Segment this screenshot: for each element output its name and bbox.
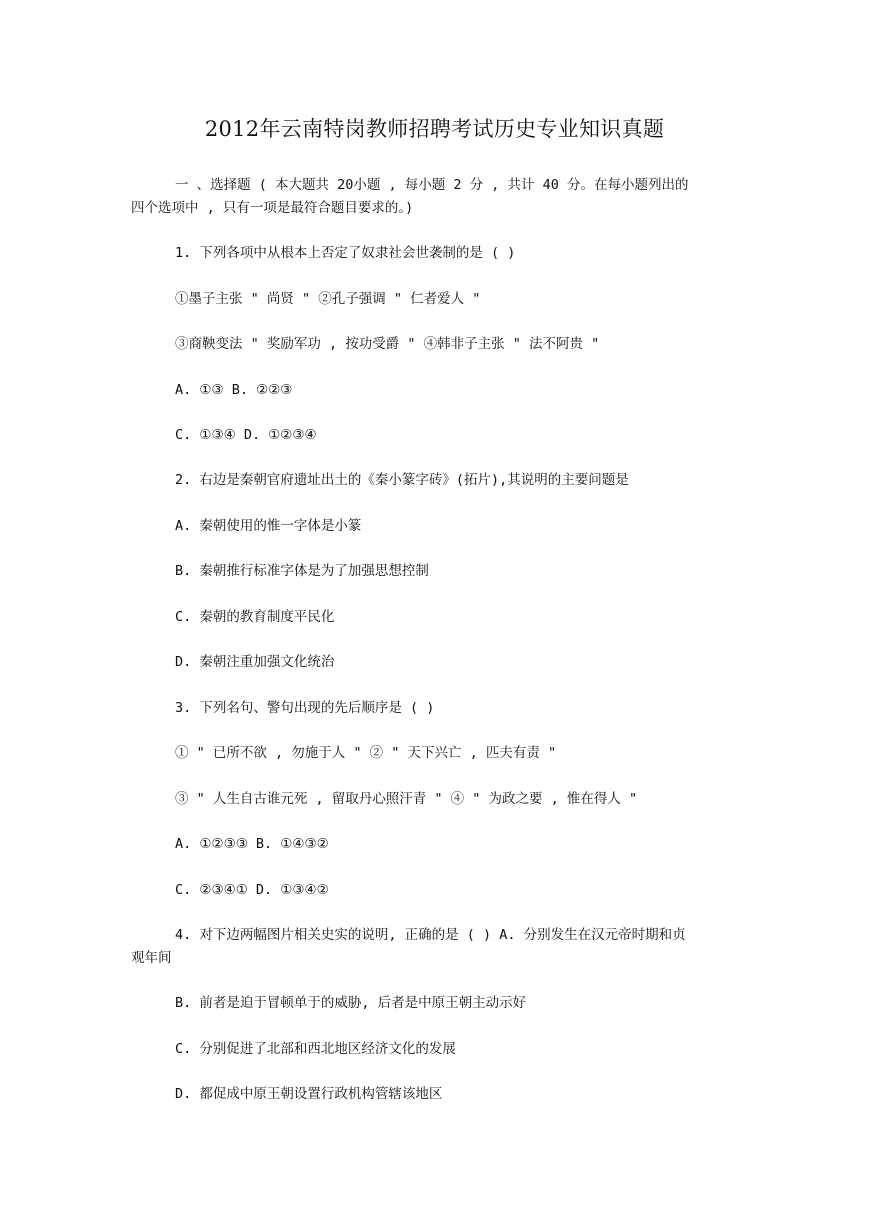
question-3-items-a: ① " 已所不欲 , 勿施于人 " ② " 天下兴亡 , 匹夫有责 " [175,745,557,761]
question-2-option-a: A. 秦朝使用的惟一字体是小篆 [175,518,362,534]
question-4-option-d: D. 都促成中原王朝设置行政机构管辖该地区 [175,1086,443,1102]
question-1-items-b: ③商鞅变法 " 奖励军功 , 按功受爵 " ④韩非子主张 " 法不阿贵 " [175,336,600,352]
section-intro-line-2: 四个选项中 , 只有一项是最符合题目要求的。) [131,200,414,216]
question-3-options-cd: C. ②③④① D. ①③④② [175,882,329,898]
question-2-option-b: B. 秦朝推行标准字体是为了加强思想控制 [175,563,429,579]
question-1-options-cd: C. ①③④ D. ①②③④ [175,427,317,443]
question-2-option-c: C. 秦朝的教育制度平民化 [175,609,335,625]
question-3-items-b: ③ " 人生自古谁元死 , 留取丹心照汗青 " ④ " 为政之要 , 惟在得人 " [175,791,638,807]
question-4-option-b: B. 前者是迫于冒顿单于的威胁, 后者是中原王朝主动示好 [175,995,527,1011]
question-1-stem: 1. 下列各项中从根本上否定了奴隶社会世袭制的是 ( ) [175,245,516,261]
question-4-stem-line-1: 4. 对下边两幅图片相关史实的说明, 正确的是 ( ) A. 分别发生在汉元帝时期和贞 [175,927,686,943]
question-2-stem: 2. 右边是秦朝官府遗址出土的《秦小篆字砖》(拓片),其说明的主要问题是 [175,472,629,488]
question-4-stem-line-2: 观年间 [131,950,172,966]
question-3-stem: 3. 下列名句、警句出现的先后顺序是 ( ) [175,700,435,716]
document-title: 2012年云南特岗教师招聘考试历史专业知识真题 [204,117,665,141]
question-1-items-a: ①墨子主张 " 尚贤 " ②孔子强调 " 仁者爱人 " [175,291,481,307]
question-2-option-d: D. 秦朝注重加强文化统治 [175,654,335,670]
question-1-options-ab: A. ①③ B. ②②③ [175,382,293,398]
section-intro-line-1: 一 、选择题 ( 本大题共 20小题 , 每小题 2 分 , 共计 40 分。在每小题列出的 [175,177,689,193]
question-3-options-ab: A. ①②③③ B. ①④③② [175,836,329,852]
question-4-option-c: C. 分别促进了北部和西北地区经济文化的发展 [175,1041,456,1057]
